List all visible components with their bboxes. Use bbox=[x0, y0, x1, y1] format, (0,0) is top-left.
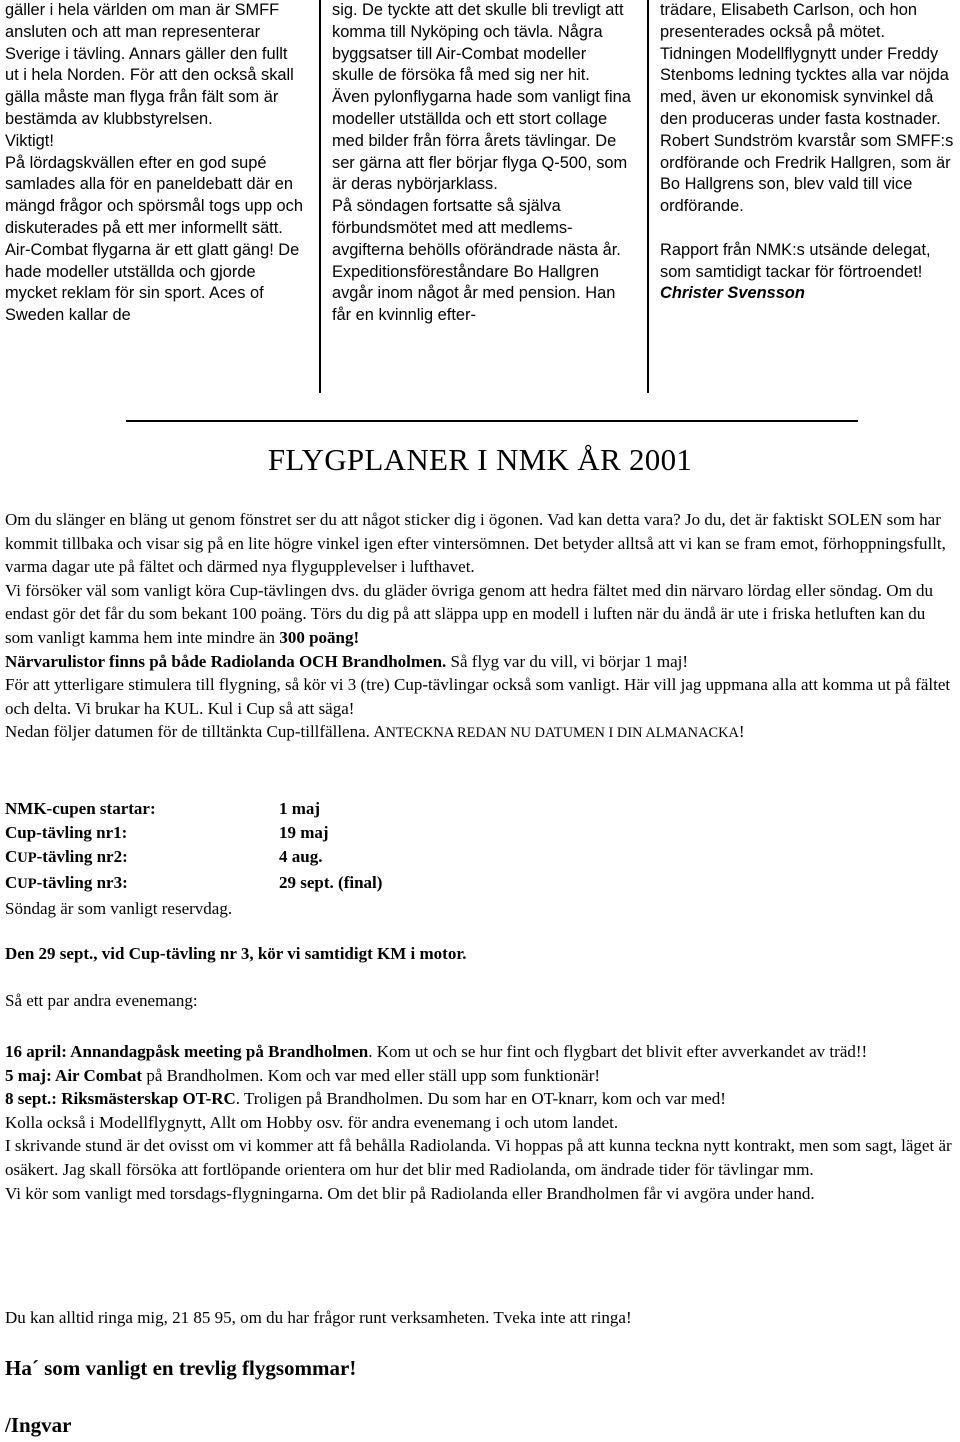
schedule-date: 4 aug. bbox=[279, 846, 323, 866]
signature: /Ingvar bbox=[5, 1413, 72, 1437]
paragraph-gap bbox=[660, 218, 960, 240]
column3-paragraph: trädare, Elisabeth Carlson, och hon presenterades också på mötet. bbox=[660, 1, 917, 41]
schedule-date: 1 maj bbox=[279, 799, 321, 818]
event-text: på Brandholmen. Kom och var med eller ställ upp som funktionär! bbox=[142, 1065, 601, 1085]
column2-paragraph: Även pylonflygarna hade som vanligt fina modeller utställda och ett stort collage med bilder från förra årets tävlingar. De ser gärna att fler börjar flyga Q-500, som är deras nybörjarklass. bbox=[332, 88, 631, 194]
article-text-caps: NTECKNA REDAN NU DATUMEN I DIN ALMANACKA bbox=[385, 725, 739, 742]
schedule-label-text: -tävling nr3: bbox=[36, 872, 128, 892]
km-note: Den 29 sept., vid Cup-tävling nr 3, kör vi samtidigt KM i motor. bbox=[5, 944, 467, 963]
schedule-label-text: -tävling nr2: bbox=[36, 846, 128, 866]
schedule-row bbox=[5, 871, 605, 897]
attendance-highlight: Närvarulistor finns på både Radiolanda OCH Brandholmen. bbox=[5, 651, 447, 671]
article-text: Nedan följer datumen för de tilltänkta Cup-tillfällena. A bbox=[5, 722, 386, 742]
schedule-label-text: UP bbox=[17, 849, 37, 866]
article-paragraph: I skrivande stund är det ovisst om vi kommer att få behålla Radiolanda. Vi hoppas på att kunna teckna nytt kontrakt, men som sagt, läget är osäkert. Jag skall försöka att fortlöpande orientera om hur det blir med Radiolanda, om ändrade tider för tävlingar mm. bbox=[5, 1136, 952, 1179]
report-column-1 bbox=[5, 0, 305, 327]
column3-paragraph: Rapport från NMK:s utsände delegat, som samtidigt tackar för förtroendet! bbox=[660, 240, 931, 281]
column2-paragraph: På söndagen fortsatte så själva förbundsmötet med att medlems-avgifterna behölls oförändrade nästa år. bbox=[332, 197, 621, 259]
schedule-row bbox=[5, 797, 605, 821]
article-paragraph: Om du slänger en bläng ut genom fönstret ser du att något sticker dig i ögonen. Vad kan detta vara? Jo du, det är faktiskt SOLEN som har kommit tillbaka och visar sig på en lite högre vinkel igen efter vintersömnen. Det betyder alltså att vi kan se fram emot, förhoppningsfullt, varma dagar ute på fältet och därmed nya flygupplevelser i lufthavet. bbox=[5, 510, 946, 577]
schedule-label bbox=[5, 821, 279, 845]
column3-paragraph: Tidningen Modellflygnytt under Freddy Stenboms ledning tycktes alla var nöjda med, även ur ekonomisk synvinkel då den produceras under fasta kostnader. bbox=[660, 44, 949, 128]
cup-schedule bbox=[5, 797, 605, 921]
schedule-row bbox=[5, 845, 605, 871]
report-columns bbox=[0, 0, 960, 395]
event-item bbox=[5, 1064, 957, 1088]
column1-paragraph: På lördagskvällen efter en god supé samlades alla för en paneldebatt där en mängd frågor och spörsmål togs upp och diskuterades på ett mer informellt sätt. bbox=[5, 153, 303, 237]
column3-paragraph: Robert Sundström kvarstår som SMFF:s ordförande och Fredrik Hallgren, som är Bo Hallgrens son, blev vald till vice ordförande. bbox=[660, 131, 954, 216]
schedule-label bbox=[5, 871, 279, 897]
schedule-label-text: C bbox=[5, 872, 18, 892]
article-paragraph: Vi kör som vanligt med torsdags-flygningarna. Om det blir på Radiolanda eller Brandholmen får vi avgöra under hand. bbox=[5, 1183, 815, 1203]
schedule-label bbox=[5, 845, 279, 871]
article-intro bbox=[5, 508, 957, 746]
schedule-label bbox=[5, 797, 279, 821]
reserve-day-note: Söndag är som vanligt reservdag. bbox=[5, 898, 233, 918]
schedule-label-text: NMK-cupen startar: bbox=[5, 799, 156, 818]
column-divider bbox=[647, 0, 649, 393]
column2-paragraph: Expeditionsföreståndare Bo Hallgren avgår inom något år med pension. Han får en kvinnlig efter- bbox=[332, 262, 616, 325]
event-title: 8 sept.: Riksmästerskap OT-RC bbox=[5, 1089, 236, 1109]
article-paragraph bbox=[5, 650, 957, 674]
schedule-row bbox=[5, 821, 605, 845]
article-text: Så flyg var du vill, vi börjar 1 maj! bbox=[446, 651, 689, 671]
points-highlight: 300 poäng! bbox=[279, 627, 360, 647]
report-column-2 bbox=[332, 0, 632, 327]
closing-greeting: Ha´ som vanligt en trevlig flygsommar! bbox=[5, 1356, 357, 1380]
article-text: ! bbox=[738, 722, 745, 742]
report-column-3 bbox=[660, 0, 960, 305]
column1-paragraph: gäller i hela världen om man är SMFF ansluten och att man representerar Sverige i tävling. Annars gäller den fullt ut i hela Norden. För att den också skall gälla måste man flyga från fält som är bestämda av klubbstyrelsen. bbox=[5, 1, 294, 128]
schedule-date: 29 sept. (final) bbox=[279, 872, 383, 892]
column2-paragraph: sig. De tyckte att det skulle bli trevligt att komma till Nyköping och tävla. Några byggsatser till Air-Combat modeller skulle de försöka få med sig ner hit. bbox=[332, 1, 624, 85]
column1-paragraph: Viktigt! bbox=[5, 131, 54, 150]
event-title: 16 april: Annandagpåsk meeting på Brandholmen bbox=[5, 1042, 369, 1061]
report-author: Christer Svensson bbox=[660, 284, 805, 303]
contact-text: Du kan alltid ringa mig, 21 85 95, om du har frågor runt verksamheten. Tveka inte att ringa! bbox=[5, 1308, 632, 1327]
event-text: . Troligen på Brandholmen. Du som har en OT-knarr, kom och var med! bbox=[235, 1089, 726, 1109]
column1-paragraph: Air-Combat flygarna är ett glatt gäng! De hade modeller utställda och gjorde mycket reklam för sin sport. Aces of Sweden kallar de bbox=[5, 240, 300, 325]
event-title: 5 maj: Air Combat bbox=[5, 1065, 143, 1085]
events-section bbox=[5, 1040, 957, 1205]
article-paragraph bbox=[5, 579, 957, 650]
article-paragraph: Kolla också i Modellflygnytt, Allt om Hobby osv. för andra evenemang i och utom landet. bbox=[5, 1112, 619, 1132]
contact-note bbox=[5, 1306, 957, 1330]
article-paragraph bbox=[5, 720, 957, 746]
schedule-label-text: Cup-tävling nr1: bbox=[5, 822, 128, 842]
column-divider bbox=[319, 0, 321, 393]
article-title: FLYGPLANER I NMK ÅR 2001 bbox=[267, 442, 693, 477]
article-text: Vi försöker väl som vanligt köra Cup-tävlingen dvs. du gläder övriga genom att hedra fältet med din närvaro lördag eller söndag. Om du endast gör det får du som bekant 100 poäng. Törs du dig på att släppa upp en modell i luften när du ändå är ute i friska hetluften kan du som vanligt kamma hem inte mindre än bbox=[5, 580, 934, 647]
other-events-heading: Så ett par andra evenemang: bbox=[5, 991, 198, 1010]
schedule-date: 19 maj bbox=[279, 822, 329, 842]
event-item bbox=[5, 1040, 957, 1064]
event-text: . Kom ut och se hur fint och flygbart det blivit efter avverkandet av träd!! bbox=[368, 1042, 868, 1061]
section-divider bbox=[126, 420, 858, 422]
schedule-label-text: UP bbox=[17, 875, 37, 892]
schedule-label-text: C bbox=[5, 846, 18, 866]
article-paragraph: För att ytterligare stimulera till flygning, så kör vi 3 (tre) Cup-tävlingar också som vanligt. Här vill jag uppmana alla att komma ut på fältet och delta. Vi brukar ha KUL. Kul i Cup så att säga! bbox=[5, 675, 951, 718]
event-item bbox=[5, 1087, 957, 1111]
